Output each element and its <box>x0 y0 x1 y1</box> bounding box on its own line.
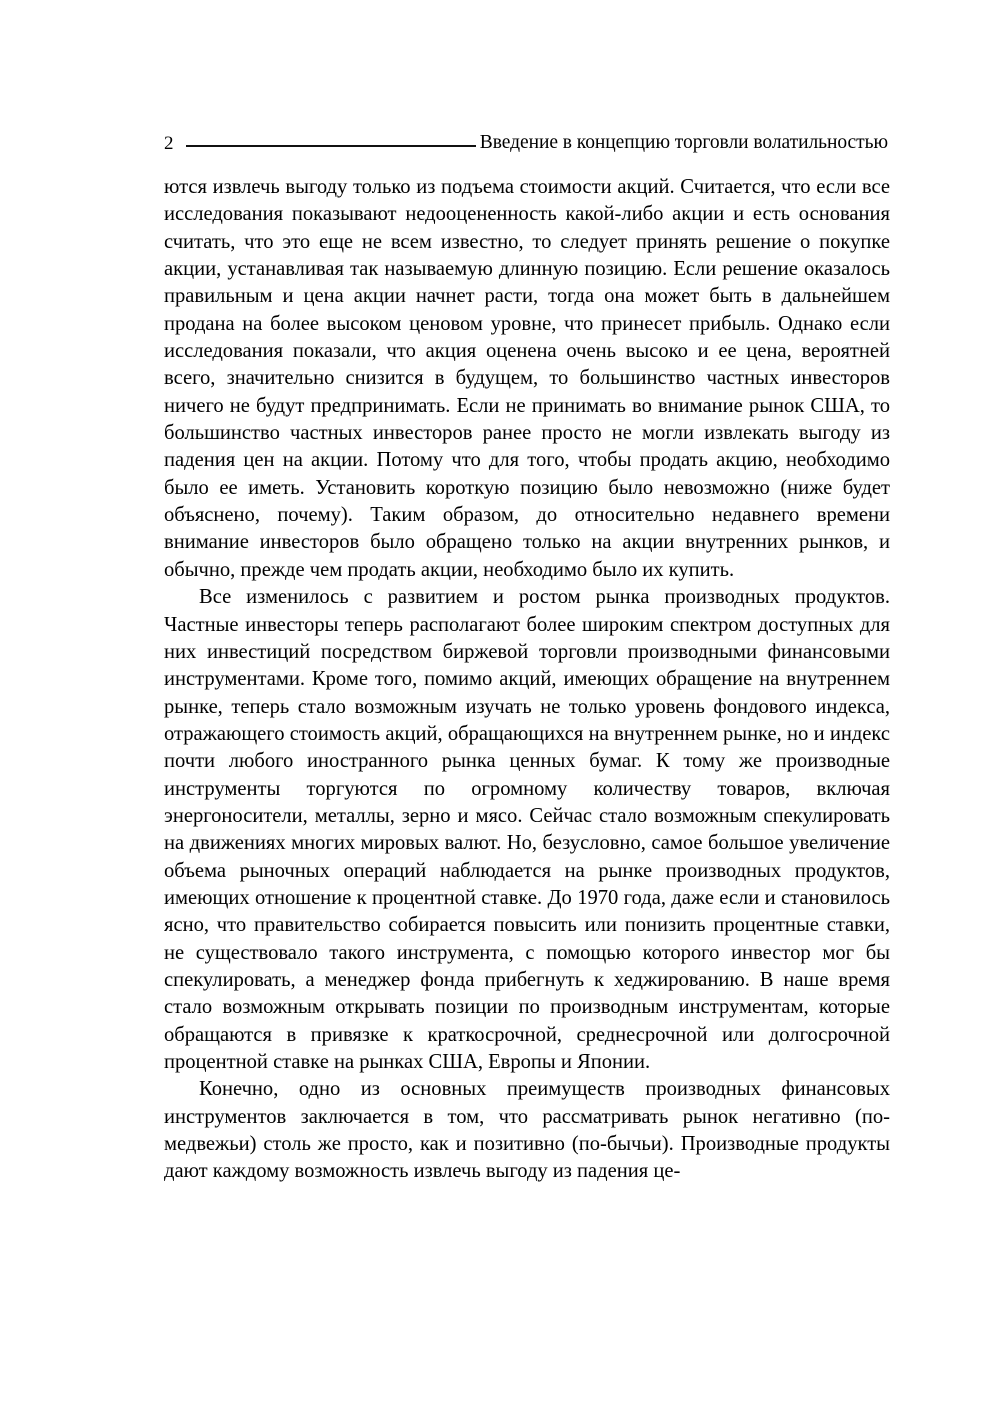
paragraph-1-text: ются извлечь выгоду только из подъема стоимости акций. Считается, что если все исследования показывают недооцененность какой-либо акции и есть основания считать, что это еще не всем известно, то следует принять решение о покупке акции, устанавливая так называемую длинную позицию. Если решение оказалось правильным и цена акции начнет расти, тогда она может быть в дальнейшем продана на более высоком ценовом уровне, что принесет прибыль. Однако если исследования показали, что акция оценена очень высоко и ее цена, вероятней всего, значительно снизится в будущем, то большинство частных инвесторов ничего не будут предпринимать. Если не принимать во внимание рынок США, то большинство частных инвесторов ранее просто не могли извлекать выгоду из падения цен на акции. Потому что для того, чтобы продать акцию, необходимо было ее иметь. Установить короткую позицию было невозможно (ниже будет объяснено, почему). Таким образом, до относительно недавнего времени внимание инвесторов было обращено только на акции внутренних рынков, и обычно, прежде чем продать акции, необходимо было их купить. <box>164 176 896 581</box>
chapter-title: Введение в концепцию торговли волатильностью <box>479 132 888 154</box>
paragraph-2-text: Все изменилось с развитием и ростом рынка производных продуктов. Частные инвесторы теперь располагают более широким спектром доступных для них инвестиций посредством биржевой торговли производными финансовыми инструментами. Кроме того, помимо акций, имеющих обращение на внутреннем рынке, теперь стало возможным изучать не только уровень фондового индекса, отражающего стоимость акций, обращающихся на внутреннем рынке, но и индекс почти любого иностранного рынка ценных бумаг. К тому же производные инструменты торгуются по огромному количеству товаров, включая энергоносители, металлы, зерно и мясо. Сейчас стало возможным спекулировать на движениях многих мировых валют. Но, безусловно, самое большое увеличение объема рыночных операций наблюдается на рынке производных продуктов, имеющих отношение к процентной ставке. До 1970 года, даже если и становилось ясно, что правительство собирается повысить или понизить процентные ставки, не существовало такого инструмента, с помощью которого инвестор мог бы спекулировать, а менеджер фонда прибегнуть к хеджированию. В наше время стало возможным открывать позиции по производным инструментам, которые обращаются в привязке к краткосрочной, среднесрочной или долгосрочной процентной ставке на рынках США, Европы и Японии. <box>164 586 896 1073</box>
paragraph-3-text: Конечно, одно из основных преимуществ производных финансовых инструментов заключается в том, что рассматривать рынок негативно (по-медвежьи) столь же просто, как и позитивно (по-бычьи). Производные продукты дают каждому возможность извлечь выгоду из падения це- <box>164 1078 896 1183</box>
running-head <box>164 128 888 158</box>
paragraph-2 <box>164 584 896 1076</box>
page-number: 2 <box>164 132 174 154</box>
paragraph-1 <box>164 174 896 584</box>
body-text <box>164 174 896 1186</box>
header-rule <box>186 145 476 147</box>
paragraph-3 <box>164 1076 896 1185</box>
